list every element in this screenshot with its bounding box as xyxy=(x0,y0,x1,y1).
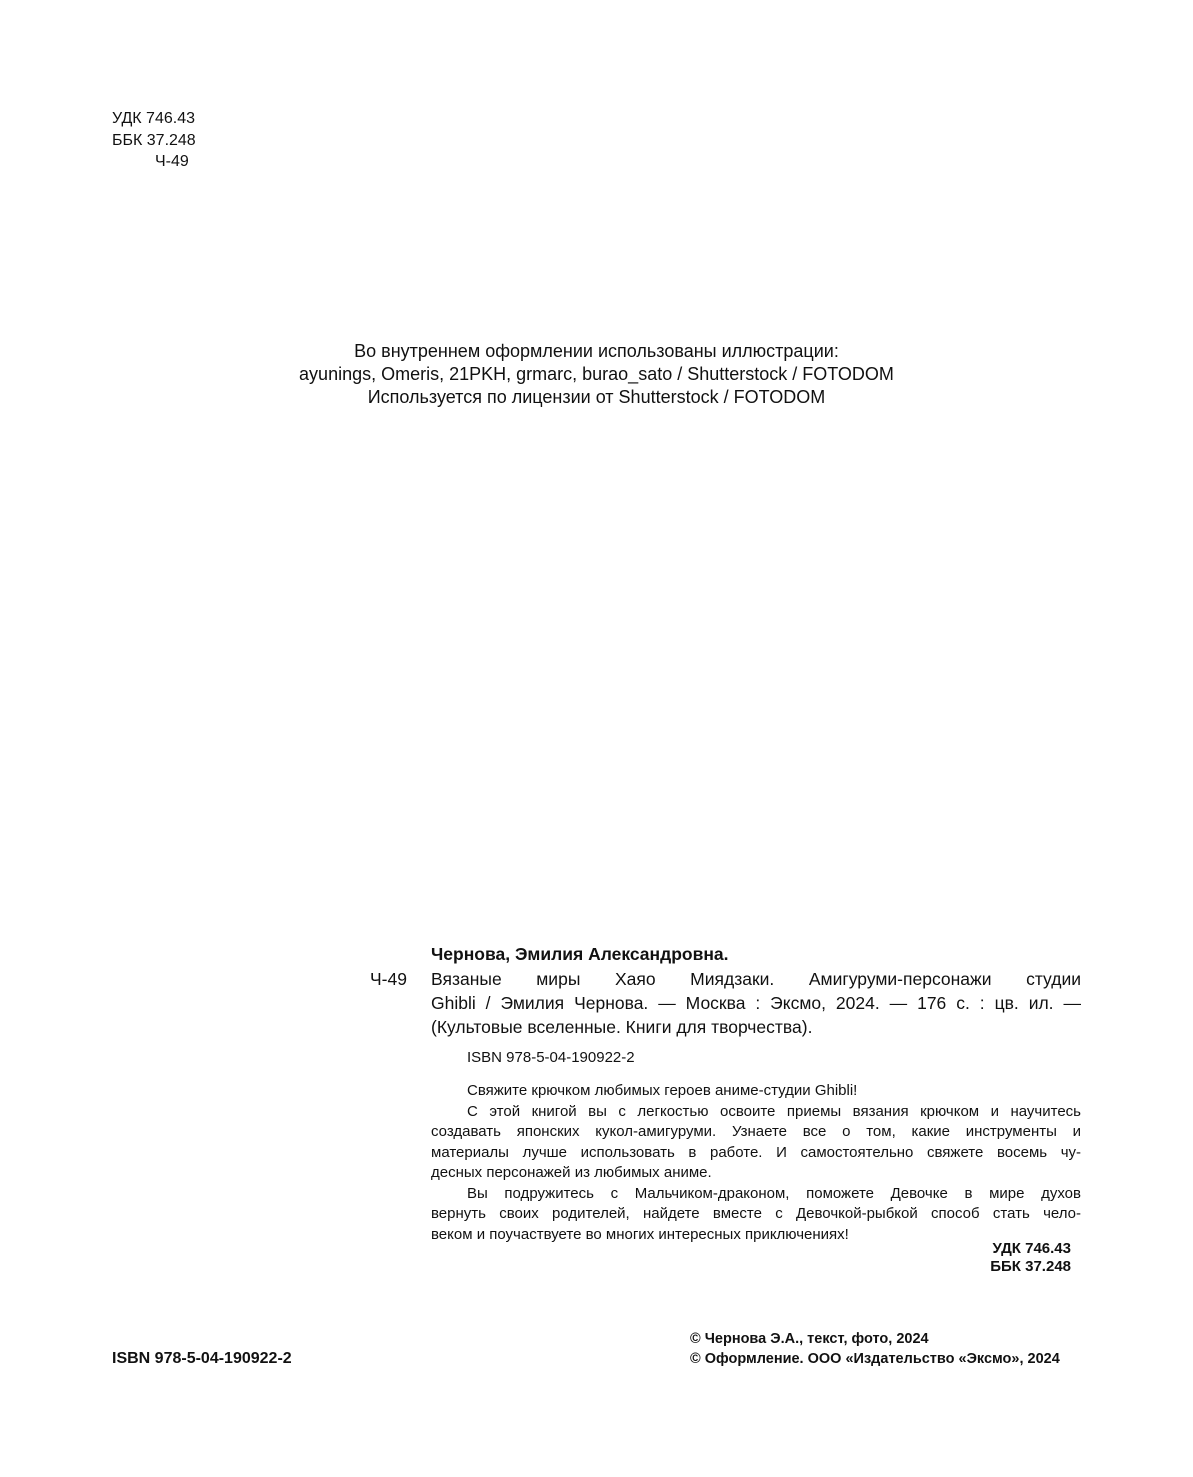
copyright-line: © Чернова Э.А., текст, фото, 2024 xyxy=(690,1331,929,1347)
copyright-block xyxy=(690,1329,1060,1369)
bib-description-line: Вязаные миры Хаяо Миядзаки. Амигуруми-персонажи студии xyxy=(431,969,1081,989)
annotation xyxy=(431,1081,1081,1245)
bib-description-line: Ghibli / Эмилия Чернова. — Москва : Эксмо, 2024. — 176 с. : цв. ил. — xyxy=(431,993,1081,1013)
annotation-line: вернуть своих родителей, найдете вместе с Девочкой-рыбкой способ стать чело- xyxy=(431,1205,1081,1222)
bbk-index-top: ББК 37.248 xyxy=(112,132,196,149)
classification-bottom xyxy=(900,1240,1071,1276)
author-mark-top: Ч-49 xyxy=(155,153,189,170)
bib-author: Чернова, Эмилия Александровна. xyxy=(431,944,729,964)
bbk-index-bottom: ББК 37.248 xyxy=(990,1258,1071,1275)
credits-line: Во внутреннем оформлении использованы иллюстрации: xyxy=(354,341,839,361)
annotation-line: Вы подружитесь с Мальчиком-драконом, поможете Девочке в мире духов xyxy=(467,1184,1081,1202)
illustration-credits xyxy=(200,340,993,409)
copyright-line: © Оформление. ООО «Издательство «Эксмо», 2024 xyxy=(690,1351,1060,1367)
annotation-line: десных персонажей из любимых аниме. xyxy=(431,1164,712,1181)
annotation-line: веком и поучаствуете во многих интересных приключениях! xyxy=(431,1225,849,1243)
bib-author-mark: Ч-49 xyxy=(370,969,407,989)
udk-index-bottom: УДК 746.43 xyxy=(992,1240,1071,1257)
bib-description-line: (Культовые вселенные. Книги для творчества). xyxy=(431,1017,813,1037)
udk-index-top: УДК 746.43 xyxy=(112,110,195,127)
annotation-line: С этой книгой вы с легкостью освоите приемы вязания крючком и научитесь xyxy=(467,1102,1081,1120)
credits-line: ayunings, Omeris, 21PKH, grmarc, burao_sato / Shutterstock / FOTODOM xyxy=(299,364,894,384)
annotation-line: материалы лучше использовать в работе. И самостоятельно свяжете восемь чу- xyxy=(431,1143,1081,1161)
bib-isbn: ISBN 978-5-04-190922-2 xyxy=(467,1049,635,1066)
annotation-line: создавать японских кукол-амигуруми. Узнаете все о том, какие инструменты и xyxy=(431,1123,1081,1140)
isbn-footer: ISBN 978-5-04-190922-2 xyxy=(112,1350,292,1367)
bib-description xyxy=(431,967,1081,1039)
annotation-line: Свяжите крючком любимых героев аниме-студии Ghibli! xyxy=(467,1082,858,1099)
credits-line: Используется по лицензии от Shutterstock / FOTODOM xyxy=(367,387,826,407)
